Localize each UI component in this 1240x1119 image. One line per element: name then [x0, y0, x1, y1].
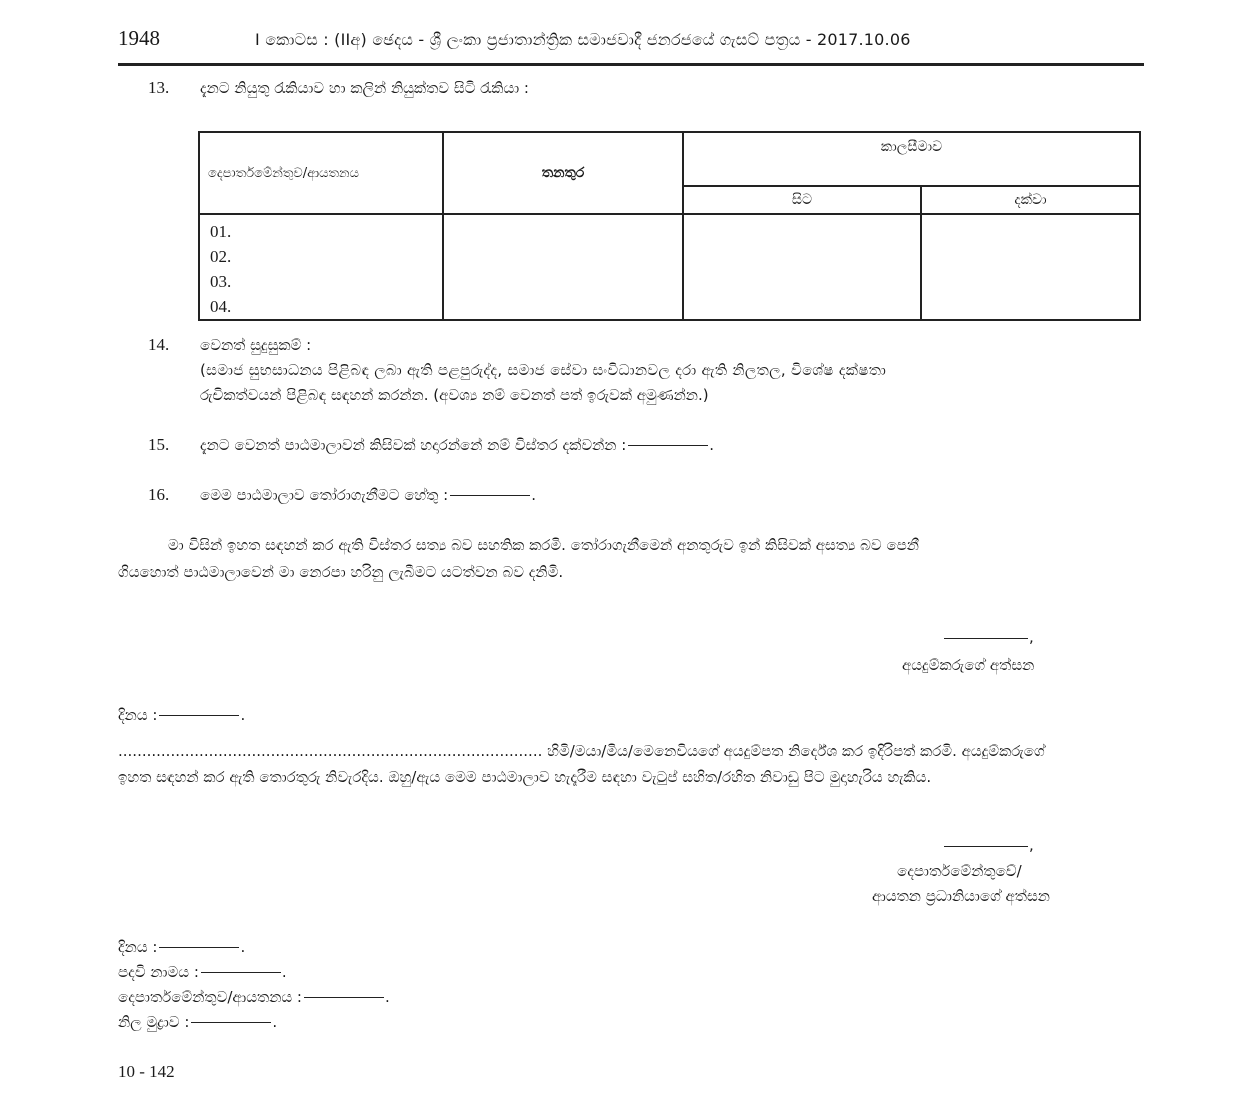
post-cell [443, 214, 683, 320]
from-cell [683, 214, 921, 320]
item-14-line-2: රුචිකත්වයන් පිළිබඳ සඳහන් කරන්න. (අවශ්‍ය නම් වෙනත් පත් ඉරුවක් අමුණන්න.) [200, 386, 709, 404]
seal-blank [191, 1022, 271, 1023]
department-blank [304, 997, 384, 998]
row-number: 01. [210, 222, 232, 241]
item-16-field: මෙම පාඨමාලාව තෝරාගැනීමට හේතු : . [200, 486, 537, 504]
seal-label: නිල මුද්‍රාව : [118, 1013, 190, 1031]
column-header-period: කාලසීමාව [683, 132, 1140, 186]
row-number: 04. [210, 297, 232, 316]
to-cell [921, 214, 1140, 320]
recommendation-text-1: හිමි/මයා/මිය/මෙනෙවියගේ අයදුම්පත නිර්දේශ කර ඉදිරිපත් කරමි. අයදුම්කරුගේ [547, 742, 1045, 760]
item-15-field: දැනට වෙනත් පාඨමාලාවන් කිසිවක් හදාරන්නේ නම් විස්තර දක්වන්න : . [200, 436, 715, 454]
name-dots: ......................................................................................... [118, 742, 543, 760]
applicant-signature-label: අයදුම්කරුගේ අත්සන [902, 656, 1035, 674]
item-14-number: 14. [148, 335, 170, 354]
item-14-title: වෙනත් සුදුසුකම් : [200, 336, 312, 354]
signature-comma: , [1029, 628, 1034, 646]
column-header-post: තනතුර [443, 132, 683, 214]
department-cell [199, 214, 443, 320]
column-header-from: සිට [683, 186, 921, 214]
column-header-department: දෙපාර්තමේන්තුව/ආයතනය [199, 132, 443, 214]
row-number: 03. [210, 272, 232, 291]
running-title: I කොටස : (IIඅ) ඡෙදය - ශ්‍රී ලංකා ප්‍රජාතාන්ත්‍රික සමාජවාදී ජනරජයේ ගැසට් පත්‍රය - 2017.10.06 [255, 30, 911, 49]
header-rule [118, 63, 1144, 66]
date-blank [159, 715, 239, 716]
item-13-number: 13. [148, 78, 170, 97]
employment-table [198, 131, 1141, 321]
item-15-number: 15. [148, 435, 170, 454]
head-date-field: දිනය : . [118, 938, 246, 956]
item-15-text: දැනට වෙනත් පාඨමාලාවන් කිසිවක් හදාරන්නේ නම් විස්තර දක්වන්න : [200, 436, 627, 454]
date-blank [159, 947, 239, 948]
head-signature-label-2: ආයතන ප්‍රධානියාගේ අත්සන [872, 887, 1050, 905]
item-14-line-1: (සමාජ සුභසාධනය පිළිබඳ ලබා ඇති පළපුරුද්ද, සමාජ සේවා සංවිධානවල දරා ඇති නිලතල, විශේෂ දක්ෂතා [200, 361, 887, 379]
date-label: දිනය : [118, 706, 158, 724]
department-label: දෙපාර්තමේන්තුව/ආයතනය : [118, 988, 302, 1006]
designation-blank [201, 972, 281, 973]
recommendation-line-1 [118, 742, 1045, 760]
recommendation-line-2: ඉහත සඳහන් කර ඇති තොරතුරු නිවැරදිය. ඔහු/ඇය මෙම පාඨමාලාව හැදෑරීම සඳහා වැටුප් සහිත/රහිත නිවාඩු පිට මුදාහැරිය හැකිය. [118, 768, 932, 786]
footer-code: 10 - 142 [118, 1062, 175, 1081]
department-field: දෙපාර්තමේන්තුව/ආයතනය : . [118, 988, 390, 1006]
official-seal-field: නිල මුද්‍රාව : . [118, 1013, 278, 1031]
declaration-line-2: ගියහොත් පාඨමාලාවෙන් මා නෙරපා හරිනු ලැබීමට යටත්වන බව දනිමි. [118, 563, 564, 581]
designation-label: පදවි නාමය : [118, 963, 199, 981]
item-16-number: 16. [148, 485, 170, 504]
designation-field: පදවි නාමය : . [118, 963, 287, 981]
date-label: දිනය : [118, 938, 158, 956]
item-15-blank [628, 445, 708, 446]
applicant-signature-line [944, 638, 1028, 639]
signature-comma: , [1029, 836, 1034, 854]
declaration-line-1: මා විසින් ඉහත සඳහන් කර ඇති විස්තර සත්‍ය බව සහතික කරමි. තෝරාගැනීමෙන් අනතුරුව ඉන් කිසිවක් අසත්‍ය බව පෙනී [168, 536, 919, 554]
applicant-date-field: දිනය : . [118, 706, 246, 724]
head-signature-label-1: දෙපාර්තමේන්තුවේ/ [897, 862, 1022, 880]
head-signature-line [944, 846, 1028, 847]
column-header-to: දක්වා [921, 186, 1140, 214]
item-13-text: දැනට නියුතු රැකියාව හා කලින් නියුක්තව සිටි රැකියා : [200, 79, 529, 97]
item-16-text: මෙම පාඨමාලාව තෝරාගැනීමට හේතු : [200, 486, 449, 504]
item-16-blank [450, 495, 530, 496]
page-number: 1948 [118, 26, 160, 50]
row-number: 02. [210, 247, 232, 266]
